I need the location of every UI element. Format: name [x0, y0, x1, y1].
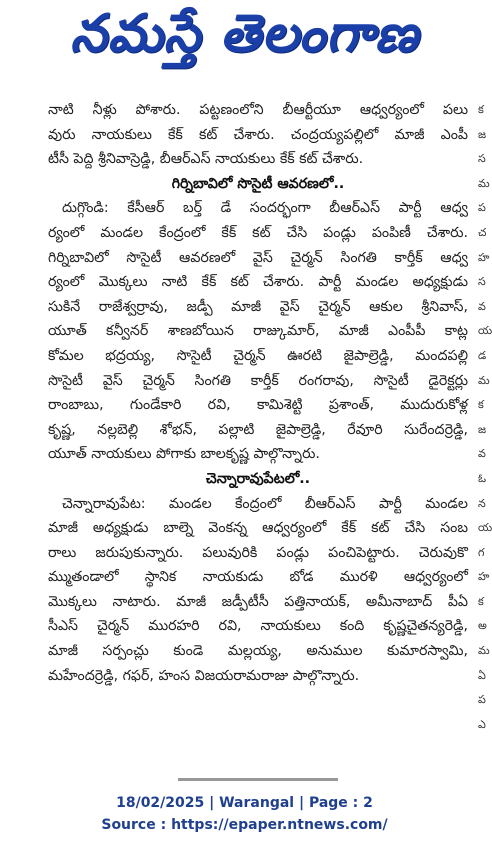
article-line: చెన్నారావుపేట: మండల కేంద్రంలో బీఆర్ఎస్ పార్టీ మండల: [62, 495, 468, 512]
clipped-text-edge: [178, 775, 338, 783]
subheading-girnibavi: గిర్నిబావిలో సొసైటీ ఆవరణలో..: [171, 175, 345, 192]
article-line: టీసీ పెద్ది శ్రీనివాస్రెడ్డి, బీఆర్ఎస్ నాయకులు కేక్ కట్ చేశారు.: [48, 151, 364, 168]
article-line: మాజీ అధ్యక్షుడు బాల్నె వెంకన్న ఆధ్వర్యంలో కేక్ కట్ చేసి సంబ: [48, 520, 468, 537]
article-line: దుగ్గొండి: కేసీఆర్ బర్త్ డే సందర్భంగా బీఆర్ఎస్ పార్టీ ఆధ్వ: [62, 200, 468, 217]
article-line: కోమల భద్రయ్య, సొసైటీ చైర్మన్ ఊరటి జైపాల్రెడ్డి, మందపల్లి: [48, 347, 468, 364]
newspaper-logo: నమస్తే తెలంగాణ: [70, 3, 419, 64]
adjacent-column-edge: క జ స మ ప చ హ స వ య డ మ క జ వ ఓ న య గ హ క అ మ ఏ ప ఎ: [478, 103, 492, 731]
article-line: సొసైటీ వైస్ చైర్మన్ సింగతి కార్తీక్ రంగరావు, సొసైటీ డైరెక్టర్లు: [48, 372, 468, 389]
article-line: మాజీ సర్పంచ్లు కుండె మల్లయ్య, అనుముల కుమారస్వామి,: [48, 643, 468, 660]
article-body: [48, 98, 468, 688]
article-line: యూత్ నాయకులు పోగాకు బాలకృష్ణ పాల్గొన్నారు.: [48, 446, 320, 463]
article-line: యూత్ కన్వీనర్ శాణబోయిన రాజ్కుమార్, మాజీ ఎంపీపీ కాట్ల: [48, 323, 468, 340]
footer-date-edition: 18/02/2025 | Warangal | Page : 2: [116, 795, 373, 811]
footer-source: Source : https://epaper.ntnews.com/: [101, 817, 388, 833]
article-line: కృష్ణ, నల్లబెల్లి శోభన్, పల్లాటి జైపాల్రెడ్డి, రేవూరి సురేందర్రెడ్డి,: [48, 421, 468, 438]
masthead: [0, 0, 489, 80]
article-line: రాలు జరుపుకున్నారు. పలువురికి పండ్లు పంచిపెట్టారు. చెరువుకొ: [48, 544, 468, 561]
article-line: రాంబాబు, గుండేకారి రవి, కామిశెట్టి ప్రశాంత్, ముదురుకోళ్ల: [48, 397, 468, 414]
article-line: సీఎస్ చైర్మన్ మురహరి రవి, నాయకులు కంది కృష్ణచైతన్యరెడ్డి,: [48, 618, 468, 635]
article-line: నాటి నీళ్లు పోశారు. పట్టణంలోని బీఆర్టీయూ ఆధ్వర్యంలో పలు: [48, 102, 468, 118]
article-line: మొక్కలు నాటారు. మాజీ జడ్పీటీసీ పత్తినాయక్, అమీనాబాద్ పీఏ: [48, 593, 468, 610]
article-line: గిర్నిబావిలో సొసైటీ ఆవరణలో వైస్ చైర్మన్ సింగతి కార్తీక్ ఆధ్వ: [48, 249, 468, 266]
article-line: సుకినే రాజేశ్వర్రావు, జడ్పీ మాజీ వైస్ చైర్మన్ ఆకుల శ్రీనివాస్,: [48, 298, 468, 315]
article-line: ర్యంలో మండల కేంద్రంలో కేక్ కట్ చేసి పండ్లు పంపిణీ చేశారు.: [48, 224, 468, 241]
article-line: మ్ముతండాలో స్థానిక నాయకుడు బోడ మురళి ఆధ్వర్యంలో: [48, 569, 468, 586]
article-line: ర్యంలో మొక్కలు నాటి కేక్ కట్ చేశారు. పార్టీ మండల అధ్యక్షుడు: [48, 274, 468, 291]
article-line: మహేందర్రెడ్డి, గఫర్, హంస విజయరామరాజు పాల్గొన్నారు.: [48, 667, 360, 684]
article-line: వురు నాయకులు కేక్ కట్ చేశారు. చంద్రయ్యపల్లిలో మాజీ ఎంపీ: [48, 126, 468, 143]
subheading-chennaraopet: చెన్నారావుపేటలో..: [205, 470, 311, 487]
